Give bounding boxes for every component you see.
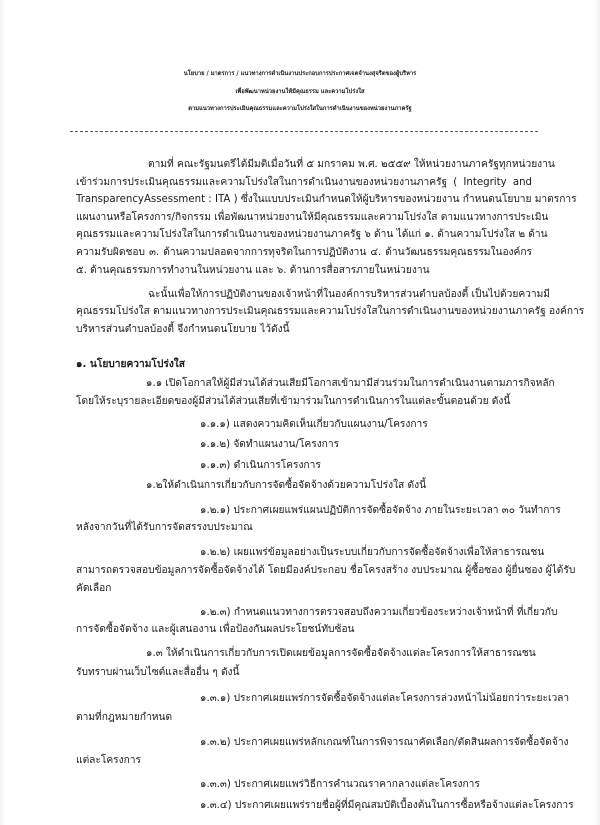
clause-line: ๑.๒ให้ดำเนินการเกี่ยวกับการจัดซื้อจัดจ้างด้วยความโปร่งใส ดังนี้ — [146, 480, 427, 491]
clause-line: ๑.๑ เปิดโอกาสให้ผู้มีส่วนได้ส่วนเสียมีโอกาสเข้ามามีส่วนร่วมในการดำเนินงานตามภารกิจหลัก — [146, 378, 555, 389]
intro-line: คุณธรรมโปร่งใส ตามแนวทางการประเมินคุณธรรมและความโปร่งใสในการดำเนินงานของหน่วยงานภาครัฐ องค์การ — [76, 306, 585, 317]
intro-line: เข้าร่วมการประเมินคุณธรรมและความโปร่งใสในการดำเนินงานของหน่วยงานภาครัฐ ( Integrity and — [76, 177, 532, 188]
intro-line: ตามที่ คณะรัฐมนตรีได้มีมติเมื่อวันที่ ๕ มกราคม พ.ศ. ๒๕๕๙ ให้หน่วยงานภาครัฐทุกหน่วยงาน — [148, 159, 555, 170]
title-line-1: นโยบาย / มาตรการ / แนวทางการดำเนินงานประกอบการประกาศเจตจำนงสุจริตของผู้บริหาร — [183, 71, 417, 77]
clause-line: ๑.๓.๑) ประกาศเผยแพร่การจัดซื้อจัดจ้างแต่ละโครงการล่วงหน้าไม่น้อยกว่าระยะเวลา — [200, 693, 570, 704]
clause-line: ๑.๓.๒) ประกาศเผยแพร่หลักเกณฑ์ในการพิจารณาคัดเลือก/ตัดสินผลการจัดซื้อจัดจ้าง — [200, 737, 569, 748]
clause-line: โดยให้ระบุรายละเอียดของผู้มีส่วนได้ส่วนเสียที่เข้ามาร่วมในการดำเนินการในแต่ละขั้นตอนด้วย ดังนี้ — [76, 396, 511, 407]
list-item: ๑.๑.๓) ดำเนินการโครงการ — [200, 460, 321, 471]
title-divider — [70, 131, 538, 132]
clause-line: หลังจากวันที่ได้รับการจัดสรรงบประมาณ — [76, 522, 253, 533]
intro-line: แผนงานหรือโครงการ/กิจกรรม เพื่อพัฒนาหน่วยงานให้มีคุณธรรมและความโปร่งใส ตามแนวทางการประเมิน — [76, 212, 549, 223]
clause-line: คัดเลือก — [76, 583, 112, 594]
clause-line: รับทราบผ่านเว็บไซต์และสื่ออื่น ๆ ดังนี้ — [76, 667, 240, 678]
section-heading: ๑. นโยบายความโปร่งใส — [76, 359, 185, 370]
intro-line: บริหารส่วนตำบลบ้องตี้ จึงกำหนดนโยบาย ไว้ดังนี้ — [76, 324, 290, 335]
list-item: ๑.๑.๒) จัดทำแผนงาน/โครงการ — [200, 439, 340, 450]
clause-line: ๑.๒.๒) เผยแพร่ข้อมูลอย่างเป็นระบบเกี่ยวกับการจัดซื้อจัดจ้างเพื่อให้สาธารณชน — [200, 547, 545, 558]
clause-line: ตามที่กฎหมายกำหนด — [76, 712, 173, 723]
clause-line: สามารถตรวจสอบข้อมูลการจัดซื้อจัดจ้างได้ โดยมีองค์ประกอบ ชื่อโครงสร้าง งบประมาณ ผู้ซื้อซอง ผู้ยื่นซอง ผู้ได้รับ — [76, 565, 576, 576]
intro-line: ฉะนั้นเพื่อให้การปฏิบัติงานของเจ้าหน้าที่ในองค์การบริหารส่วนตำบลบ้องตี้ เป็นไปด้วยความมี — [148, 289, 551, 300]
clause-line: ๑.๓.๓) ประกาศเผยแพร่วิธีการคำนวณราคากลางแต่ละโครงการ — [200, 779, 480, 790]
intro-line: คุณธรรมและความโปร่งใสในการดำเนินงานของหน่วยงานภาครัฐ ๖ ด้าน ได้แก่ ๑. ด้านความโปร่งใส ๒ ด้าน — [76, 229, 548, 240]
intro-line: ความรับผิดชอบ ๓. ด้านความปลอดจากการทุจริตในการปฏิบัติงาน ๔. ด้านวัฒนธรรมคุณธรรมในองค์กร — [76, 247, 532, 258]
list-item: ๑.๑.๑) แสดงความคิดเห็นเกี่ยวกับแผนงาน/โครงการ — [200, 419, 428, 430]
clause-line: ๑.๓.๔) ประกาศเผยแพร่รายชื่อผู้ที่มีคุณสมบัติเบื้องต้นในการซื้อหรือจ้างแต่ละโครงการ — [200, 800, 574, 811]
title-line-3: ตามแนวทางการประเมินคุณธรรมและความโปร่งใสในการดำเนินงานของหน่วยงานภาครัฐ — [188, 106, 412, 112]
clause-line: ๑.๓ ให้ดำเนินการเกี่ยวกับการเปิดเผยข้อมูลการจัดซื้อจัดจ้างแต่ละโครงการให้สาธารณชน — [146, 648, 536, 659]
intro-line: ๕. ด้านคุณธรรมการทำงานในหน่วยงาน และ ๖. ด้านการสื่อสารภายในหน่วยงาน — [76, 265, 430, 276]
title-line-2: เพื่อพัฒนาหน่วยงานให้มีคุณธรรม และความโปร่งใส — [235, 89, 365, 95]
clause-line: ๑.๒.๓) กำหนดแนวทางการตรวจสอบถึงความเกี่ยวข้องระหว่างเจ้าหน้าที่ ที่เกี่ยวกับ — [200, 607, 558, 618]
clause-line: แต่ละโครงการ — [76, 755, 141, 766]
clause-line: การจัดซื้อจัดจ้าง และผู้เสนองาน เพื่อป้องกันผลประโยชน์ทับซ้อน — [76, 624, 355, 635]
intro-line: TransparencyAssessment : ITA ) ซึ่งในแบบประเมินกำหนดให้ผู้บริหารของหน่วยงาน กำหนดนโยบาย มาตรการ — [76, 194, 577, 205]
clause-line: ๑.๒.๑) ประกาศเผยแพร่แผนปฏิบัติการจัดซื้อจัดจ้าง ภายในระยะเวลา ๓๐ วันทำการ — [200, 505, 561, 516]
